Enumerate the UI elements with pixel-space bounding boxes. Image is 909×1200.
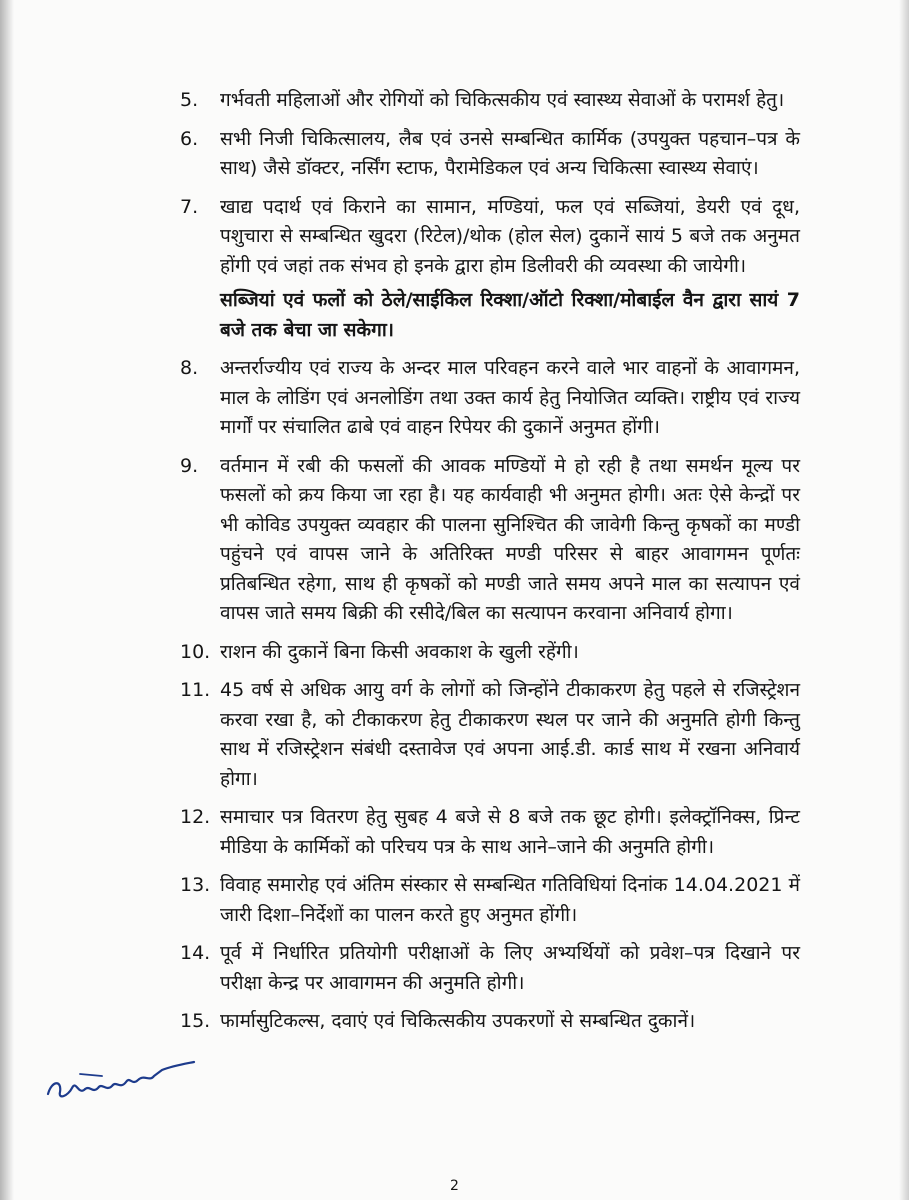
item-text: 45 वर्ष से अधिक आयु वर्ग के लोगों को जिन्होंने टीकाकरण हेतु पहले से रजिस्ट्रेशन करवा रखा है, को टीकाकरण हेतु टीकाकरण स्थल पर जाने की अनुमति होगी किन्तु साथ में रजिस्ट्रेशन संबंधी दस्तावेज एवं अपना आई.डी. कार्ड साथ में रखना अनिवार्य होगा। [220, 679, 800, 790]
item-text: वर्तमान में रबी की फसलों की आवक मण्डियों मे हो रही है तथा समर्थन मूल्य पर फसलों को क्रय किया जा रहा है। यह कार्यवाही भी अनुमत होगी। अतः ऐसे केन्द्रों पर भी कोविड उपयुक्त व्यवहार की पालना सुनिश्चित की जावेगी किन्तु कृषकों का मण्डी पहुंचने एवं वापस जाने के अतिरिक्त मण्डी परिसर से बाहर आवागमन पूर्णतः प्रतिबन्धित रहेगा, साथ ही कृषकों को मण्डी जाते समय अपने माल का सत्यापन एवं वापस जाते समय बिक्री की रसीदे/बिल का सत्यापन करवाना अनिवार्य होगा। [220, 454, 800, 624]
list-item-12 [180, 803, 800, 862]
list-item-8 [180, 354, 800, 443]
vegetable-vendor-note: सब्जियां एवं फलों को ठेले/साईकिल रिक्शा/ऑटो रिक्शा/मोबाईल वैन द्वारा सायं 7 बजे तक बेचा जा सकेगा। [220, 289, 800, 341]
item-number: 10. [180, 640, 211, 663]
list-item-11 [180, 676, 800, 794]
list-item-13 [180, 871, 800, 930]
item-text: समाचार पत्र वितरण हेतु सुबह 4 बजे से 8 बजे तक छूट होगी। इलेक्ट्रॉनिक्स, प्रिन्ट मीडिया के कार्मिकों को परिचय पत्र के साथ आने–जाने की अनुमति होगी। [220, 806, 800, 858]
item-number: 7. [180, 195, 199, 218]
item-number: 13. [180, 874, 211, 896]
item-number: 14. [180, 942, 211, 964]
item-text: फार्मासुटिकल्स, दवाएं एवं चिकित्सकीय उपकरणों से सम्बन्धित दुकानें। [220, 1010, 696, 1032]
order-list [180, 86, 800, 1046]
item-number: 9. [180, 454, 199, 477]
item-text: खाद्य पदार्थ एवं किराने का सामान, मण्डियां, फल एवं सब्जियां, डेयरी एवं दूध, पशुचारा से सम्बन्धित खुदरा (रिटेल)/थोक (होल सेल) दुकानें सायं 5 बजे तक अनुमत होंगी एवं जहां तक संभव हो इनके द्वारा होम डिलीवरी की व्यवस्था की जायेगी। [220, 195, 800, 277]
item-number: 15. [180, 1010, 211, 1032]
item-number: 6. [180, 127, 199, 150]
list-item-9 [180, 452, 800, 629]
scan-edge-shadow-right [899, 0, 909, 1200]
scan-edge-shadow-left [0, 0, 14, 1200]
list-item-10 [180, 638, 800, 668]
page-number: 2 [450, 1178, 459, 1194]
list-item-5 [180, 86, 800, 116]
item-number: 12. [180, 806, 211, 828]
item-text: सभी निजी चिकित्सालय, लैब एवं उनसे सम्बन्धित कार्मिक (उपयुक्त पहचान–पत्र के साथ) जैसे डॉक्टर, नर्सिंग स्टाफ, पैरामेडिकल एवं अन्य चिकित्सा स्वास्थ्य सेवाएं। [220, 127, 800, 179]
item-number: 8. [180, 357, 199, 379]
item-text: विवाह समारोह एवं अंतिम संस्कार से सम्बन्धित गतिविधियां दिनांक 14.04.2021 में जारी दिशा–निर्देशों का पालन करते हुए अनुमत होंगी। [220, 874, 800, 926]
item-text: अन्तर्राज्यीय एवं राज्य के अन्दर माल परिवहन करने वाले भार वाहनों के आवागमन, माल के लोडिंग एवं अनलोडिंग तथा उक्त कार्य हेतु नियोजित व्यक्ति। राष्ट्रीय एवं राज्य मार्गों पर संचालित ढाबे एवं वाहन रिपेयर की दुकानें अनुमत होंगी। [220, 357, 800, 438]
list-item-6 [180, 125, 800, 184]
item-text: गर्भवती महिलाओं और रोगियों को चिकित्सकीय एवं स्वास्थ्य सेवाओं के परामर्श हेतु। [220, 89, 785, 111]
item-number: 11. [180, 679, 211, 701]
item-text: पूर्व में निर्धारित प्रतियोगी परीक्षाओं के लिए अभ्यर्थियों को प्रवेश–पत्र दिखाने पर परीक्षा केन्द्र पर आवागमन की अनुमति होगी। [220, 942, 800, 994]
handwritten-signature [40, 1052, 200, 1112]
item-text: राशन की दुकानें बिना किसी अवकाश के खुली रहेंगी। [220, 640, 579, 663]
list-item-14 [180, 939, 800, 998]
list-item-15 [180, 1007, 800, 1037]
item-number: 5. [180, 89, 199, 111]
list-item-7 [180, 193, 800, 282]
